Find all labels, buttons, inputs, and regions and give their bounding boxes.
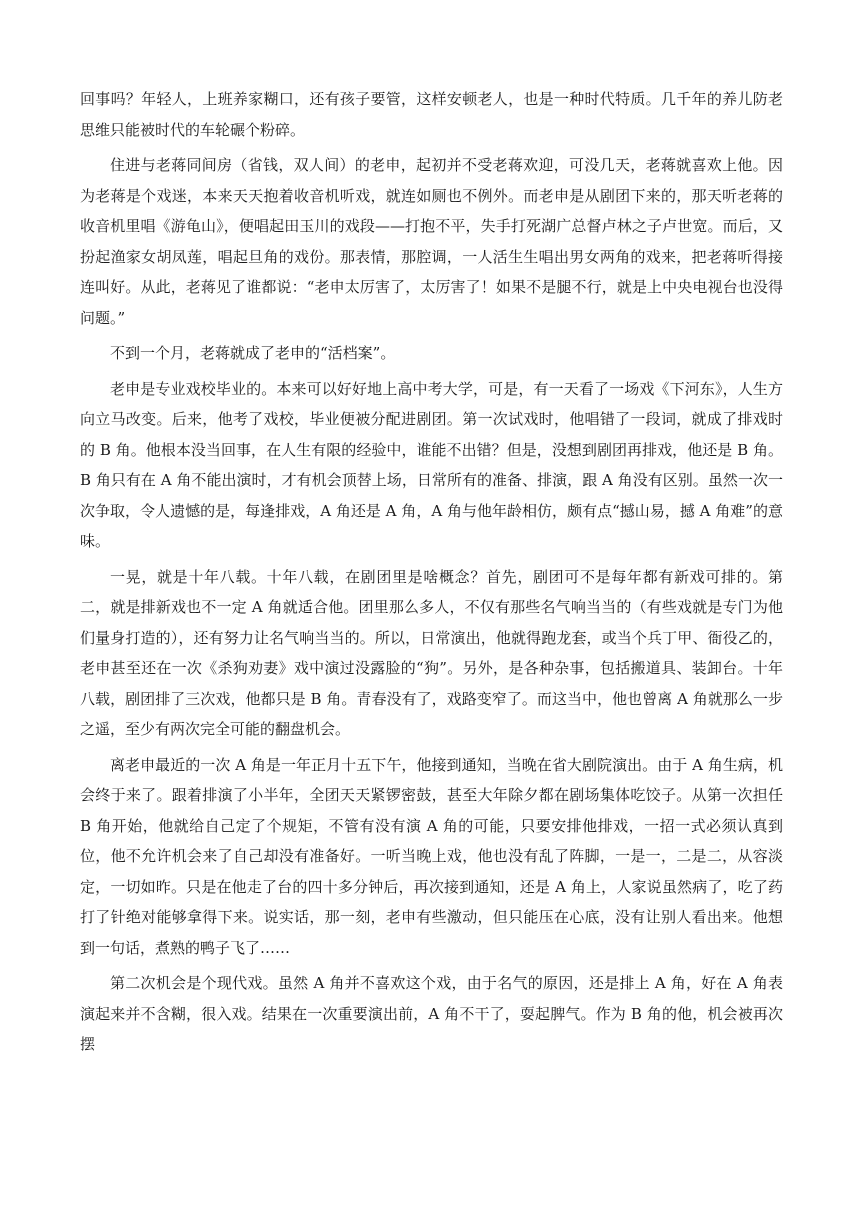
article-body	[80, 84, 783, 1065]
paragraph-7: 第二次机会是个现代戏。虽然 A 角并不喜欢这个戏，由于名气的原因，还是排上 A 角，好在 A 角表演起来并不含糊，很入戏。结果在一次重要演出前，A 角不干了，耍起脾气。作为 B 角的他，机会被再次摆	[80, 974, 783, 1053]
paragraph-4: 老申是专业戏校毕业的。本来可以好好地上高中考大学，可是，有一天看了一场戏《下河东》，人生方向立马改变。后来，他考了戏校，毕业便被分配进剧团。第一次试戏时，他唱错了一段词，就成了排戏时的 B 角。他根本没当回事，在人生有限的经验中，谁能不出错？但是，没想到剧团再排戏，他还是 B 角。B 角只有在 A 角不能出演时，才有机会顶替上场，日常所有的准备、排演，跟 A 角没有区别。虽然一次一次争取，令人遗憾的是，每逢排戏，A 角还是 A 角，A 角与他年龄相仿，颇有点“撼山易，撼 A 角难”的意味。	[80, 379, 783, 550]
paragraph-3: 不到一个月，老蒋就成了老申的“活档案”。	[110, 344, 396, 362]
paragraph-5: 一晃，就是十年八载。十年八载，在剧团里是啥概念？首先，剧团可不是每年都有新戏可排的。第二，就是排新戏也不一定 A 角就适合他。团里那么多人，不仅有那些名气响当当的（有些戏就是专门为他们量身打造的），还有努力让名气响当当的。所以，日常演出，他就得跑龙套，或当个兵丁甲、衙役乙的，老申甚至还在一次《杀狗劝妻》戏中演过没露脸的“狗”。另外，是各种杂事，包括搬道具、装卸台。十年八载，剧团排了三次戏，他都只是 B 角。青春没有了，戏路变窄了。而这当中，他也曾离 A 角就那么一步之遥，至少有两次完全可能的翻盘机会。	[80, 567, 783, 738]
paragraph-1: 回事吗？年轻人，上班养家糊口，还有孩子要管，这样安顿老人，也是一种时代特质。几千年的养儿防老思维只能被时代的车轮碾个粉碎。	[80, 90, 783, 139]
paragraph-2: 住进与老蒋同间房（省钱，双人间）的老申，起初并不受老蒋欢迎，可没几天，老蒋就喜欢上他。因为老蒋是个戏迷，本来天天抱着收音机听戏，就连如厕也不例外。而老申是从剧团下来的，那天听老蒋的收音机里唱《游龟山》，便唱起田玉川的戏段——打抱不平，失手打死湖广总督卢林之子卢世宽。而后，又扮起渔家女胡凤莲，唱起旦角的戏份。那表情，那腔调，一人活生生唱出男女两角的戏来，把老蒋听得接连叫好。从此，老蒋见了谁都说：“老申太厉害了，太厉害了！如果不是腿不行，就是上中央电视台也没得问题。”	[80, 156, 783, 327]
paragraph-6: 离老申最近的一次 A 角是一年正月十五下午，他接到通知，当晚在省大剧院演出。由于 A 角生病，机会终于来了。跟着排演了小半年，全团天天紧锣密鼓，甚至大年除夕都在剧场集体吃饺子。从第一次担任 B 角开始，他就给自己定了个规矩，不管有没有演 A 角的可能，只要安排他排戏，一招一式必须认真到位，他不允许机会来了自己却没有准备好。一听当晚上戏，他也没有乱了阵脚，一是一，二是二，从容淡定，一切如昨。只是在他走了台的四十多分钟后，再次接到通知，还是 A 角上，人家说虽然病了，吃了药打了针绝对能够拿得下来。说实话，那一刻，老申有些激动，但只能压在心底，没有让别人看出来。他想到一句话，煮熟的鸭子飞了……	[80, 755, 783, 957]
